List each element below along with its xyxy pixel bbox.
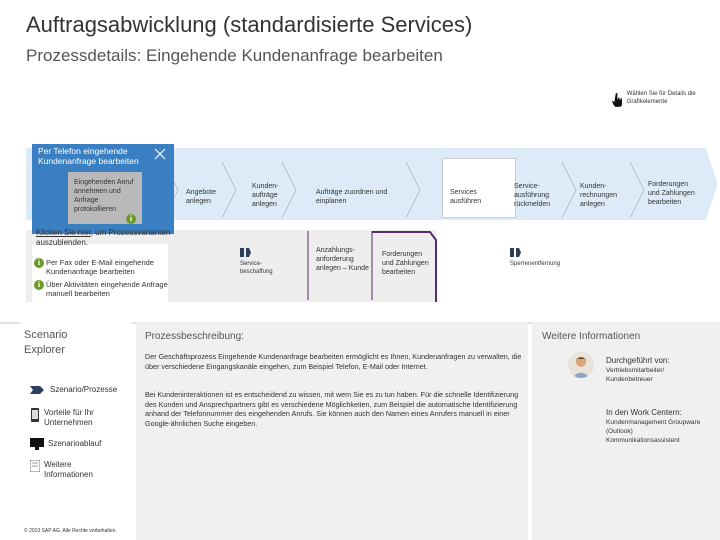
step-forderungen-top[interactable]: Forderungen und Zahlungen bearbeiten — [648, 181, 695, 206]
step-call[interactable]: Eingehenden Anruf annehmen und Anfrage protokollieren — [74, 179, 134, 213]
monitor-icon — [30, 438, 44, 450]
performed-by-value: Vertriebsmitarbeiter/ Kundenbetreuer — [606, 367, 665, 383]
variant-manual[interactable]: Über Aktivitäten eingehende Anfrage manuell bearbeiten — [46, 280, 168, 298]
variant-fax[interactable]: Per Fax oder E-Mail eingehende Kundenanfrage bearbeiten — [46, 258, 154, 276]
nav-item-vorteile[interactable] — [30, 408, 114, 428]
step-kundenauftraege[interactable]: Kunden-aufträge anlegen — [252, 183, 279, 208]
arrow-icon — [30, 384, 46, 396]
document-icon — [30, 460, 40, 472]
description-title: Prozessbeschreibung: — [145, 331, 244, 342]
avatar — [568, 352, 594, 378]
performed-by-label: Durchgeführt von: — [606, 356, 670, 365]
info-icon[interactable]: i — [126, 214, 136, 224]
popup-title[interactable]: Per Telefon eingehende Kundenanfrage bearbeiten — [38, 146, 139, 166]
nav-item-ablauf[interactable] — [30, 438, 101, 450]
info-fax-icon[interactable]: i — [34, 258, 44, 268]
scenario-explorer-title: Scenario Explorer — [24, 329, 68, 356]
step-servicebeschaffung[interactable]: Service-beschaffung — [240, 261, 273, 275]
step-rechnungen[interactable]: Kunden-rechnungen anlegen — [580, 183, 617, 208]
description-para1: Der Geschäftsprozess Eingehende Kundenanfrage bearbeiten ermöglicht es Ihnen, Kundenanfragen zu verwalten, die über verschiedene Eingangskanäle eingehen, zum Beispiel Telefon, E-Mail oder Internet. — [145, 352, 522, 371]
step-rueckmelden[interactable]: Service-ausführung rückmelden — [514, 183, 551, 208]
copyright: © 2013 SAP AG. Alle Rechte vorbehalten. — [24, 528, 117, 534]
step-sperrenentfernung[interactable]: Sperrenentfernung — [510, 261, 561, 267]
nav-item-label: Weitere Informationen — [44, 460, 93, 479]
nav-item-label: Vorteile für Ihr Unternehmen — [44, 408, 94, 427]
select-hint-text: Wählen Sie für Details die Grafikelemente — [626, 91, 696, 105]
page-subtitle: Prozessdetails: Eingehende Kundenanfrage bearbeiten — [26, 46, 443, 65]
process-description — [136, 322, 528, 540]
nav-item-label: Szenarioablauf — [48, 439, 102, 448]
mobile-icon — [30, 408, 40, 422]
nav-item-szenario[interactable] — [30, 384, 117, 396]
info-manual-icon[interactable]: i — [34, 280, 44, 290]
nav-item-weitere[interactable] — [30, 460, 104, 480]
select-hint — [612, 90, 712, 110]
click-hint-rest: , um Prozessvarianten auszublenden. — [36, 228, 171, 247]
further-info-title: Weitere Informationen — [542, 331, 641, 342]
step-anzahlung[interactable]: Anzahlungs-anforderung anlegen – Kunde — [316, 247, 369, 272]
work-center-value: Kundenmanagement Groupware (Outlook) Kommunikationsassistent — [606, 419, 701, 444]
process-flow — [26, 140, 718, 304]
page-title: Auftragsabwicklung (standardisierte Services) — [26, 12, 473, 37]
step-services[interactable]: Services ausführen — [450, 189, 482, 205]
hand-pointer-icon — [612, 90, 623, 110]
nav-item-label: Szenario/Prozesse — [50, 385, 118, 394]
description-para2: Bei Kundeninteraktionen ist es entscheidend zu wissen, mit wem Sie es zu tun haben. Für die schnelle Identifizierung des Kunden und Ansprechpartners gibt es verschiedene Möglichkeiten, zum Beispiel die automatische Identifizierung anhand der Telefonnummer des eingehenden Anrufs. Sie können auch den Namen eines Anrufers manuell in einer Google-ähnlichen Suche eingeben. — [145, 390, 519, 428]
step-zuordnen[interactable]: Aufträge zuordnen und einplanen — [316, 189, 388, 205]
close-icon[interactable] — [154, 148, 166, 160]
link-icon-2[interactable] — [510, 248, 521, 257]
click-hint[interactable] — [36, 228, 186, 248]
step-forderungen-bottom[interactable]: Forderungen und Zahlungen bearbeiten — [382, 251, 429, 276]
further-info — [532, 322, 720, 540]
link-icon[interactable] — [240, 248, 251, 257]
click-hint-link[interactable]: Klicken Sie hier — [36, 228, 91, 237]
scenario-explorer — [20, 322, 132, 540]
step-angebote[interactable]: Angebote anlegen — [186, 189, 216, 205]
work-center-label: In den Work Centern: — [606, 408, 682, 417]
